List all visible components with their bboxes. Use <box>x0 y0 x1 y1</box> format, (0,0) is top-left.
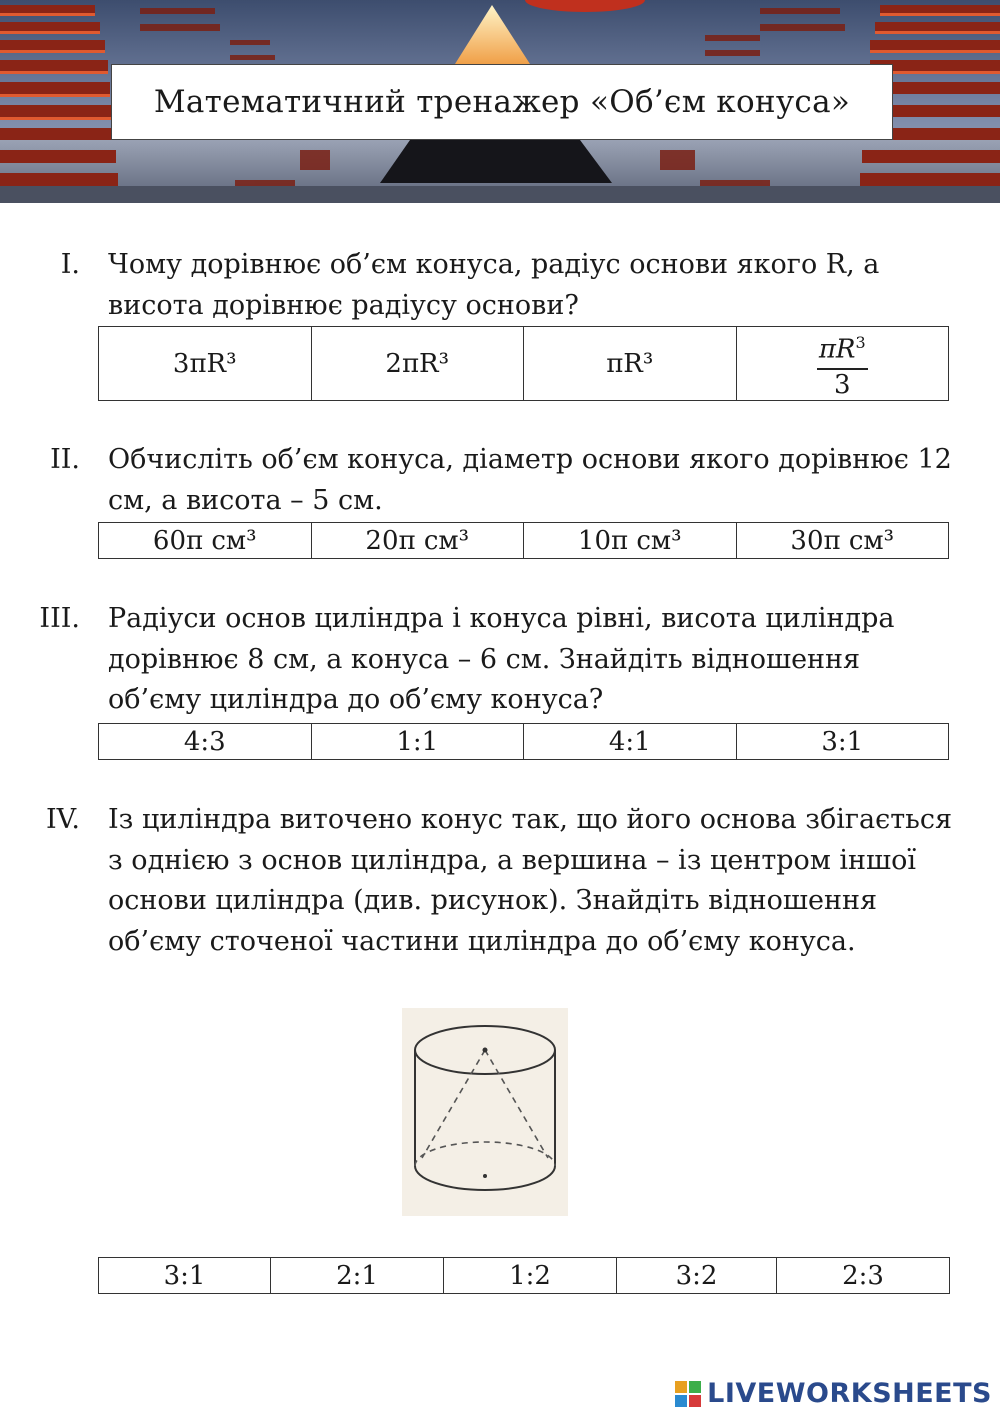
question-text: Обчисліть об’єм конуса, діаметр основи якого дорівнює 12 см, а висота – 5 см. <box>108 444 952 516</box>
question-text: Радіуси основ циліндра і конуса рівні, висота циліндра дорівнює 8 см, а конуса – 6 см. Знайдіть відношення об’єму циліндра до об’єму конуса? <box>108 603 895 715</box>
question-text: Із циліндра виточено конус так, що його основа збігається з однією з основ циліндра, а вершина – із центром іншої основи циліндра (див. рисунок). Знайдіть відношення об’єму сточеної частини циліндра до об’єму конуса. <box>108 804 953 957</box>
answer-option[interactable]: 3:1 <box>736 724 949 760</box>
answer-option[interactable]: 10π см³ <box>524 523 737 559</box>
question-number: III. <box>39 603 80 634</box>
cone-apex <box>483 1048 488 1053</box>
answer-option[interactable]: 3:2 <box>617 1258 777 1294</box>
fraction-denominator: 3 <box>833 369 851 400</box>
question-number: IV. <box>45 804 80 835</box>
answer-options-2 <box>98 522 949 559</box>
header-banner <box>0 0 1000 203</box>
numerator-base: πR <box>818 334 856 365</box>
answer-option[interactable]: 20π см³ <box>311 523 524 559</box>
fraction-numerator <box>817 327 868 370</box>
answer-options-4 <box>98 1257 950 1294</box>
answer-option[interactable]: 2πR³ <box>311 327 524 401</box>
answer-option[interactable]: 2:3 <box>777 1258 950 1294</box>
answer-option[interactable]: 60π см³ <box>99 523 312 559</box>
answer-options-1 <box>98 326 949 401</box>
page-title: Математичний тренажер «Об’єм конуса» <box>111 64 893 140</box>
liveworksheets-logo <box>675 1378 992 1409</box>
answer-option[interactable]: 4:3 <box>99 724 312 760</box>
fraction <box>817 327 868 400</box>
question-text: Чому дорівнює об’єм конуса, радіус основи якого R, а висота дорівнює радіусу основи? <box>108 249 880 321</box>
answer-options-3 <box>98 723 949 760</box>
answer-option[interactable]: 1:2 <box>444 1258 617 1294</box>
question-number: II. <box>50 444 80 475</box>
answer-option[interactable]: 3πR³ <box>99 327 312 401</box>
answer-option[interactable]: 4:1 <box>524 724 737 760</box>
question-number: I. <box>60 249 80 280</box>
answer-option-fraction[interactable] <box>736 327 949 401</box>
cylinder-cone-figure <box>402 1008 568 1216</box>
answer-option[interactable]: 3:1 <box>99 1258 271 1294</box>
numerator-power: 3 <box>855 333 866 353</box>
base-center <box>483 1174 487 1178</box>
answer-option[interactable]: πR³ <box>524 327 737 401</box>
answer-option[interactable]: 30π см³ <box>736 523 949 559</box>
answer-option[interactable]: 2:1 <box>271 1258 444 1294</box>
logo-icon <box>675 1381 703 1407</box>
answer-option[interactable]: 1:1 <box>311 724 524 760</box>
logo-text: LIVEWORKSHEETS <box>707 1378 992 1409</box>
